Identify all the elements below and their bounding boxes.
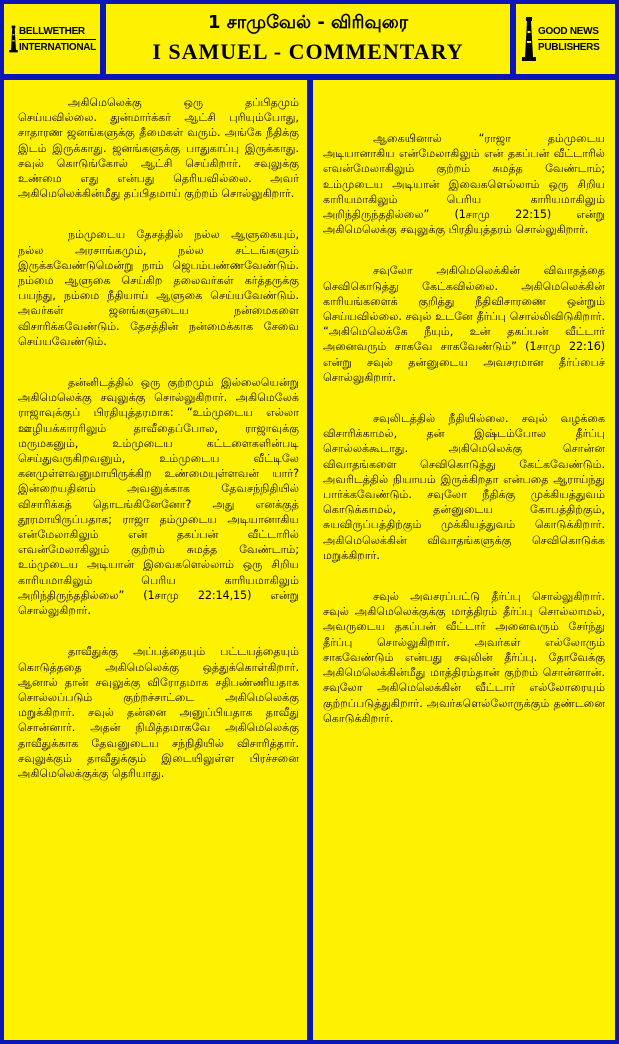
logo-line: GOOD NEWS [538,24,599,40]
paragraph: தாவீதுக்கு அப்பத்தையும் பட்டயத்தையும் கொடுத்ததை அகிமெலெக்கு ஒத்துக்கொள்கிறார். ஆனால் தான் சவுலுக்கு விரோதமாக சதிபண்ணியதாக சொல்லப்படும் குற்றச்சாட்டை அகிமெலெக்கு மறுக்கிறார். சவுல் தன்னை அனுப்பியதாக தாவீது சொன்னார். அதன் நிமித்தமாகவே அகிமெலெக்கு தாவீதுக்காக தேவனுடைய சந்நிதியில் விசாரித்தார். சவுலுக்கும் தாவீதுக்கும் இடையிலுள்ள பிரச்சனை அகிமெலெக்குக்கு தெரியாது. [18,645,299,780]
paragraph: ஆகையினால் “ராஜா தம்முடைய அடியானாகிய என்மேலாகிலும் என் தகப்பன் வீட்டாரில் எவன்மேலாகிலும் குற்றம் சுமத்த வேண்டாம்; உம்முடைய அடியான் இவைகளெல்லாம் ஒரு சிறிய காரியமாகிலும் பெரிய காரியமாகிலும் அறிந்திருந்ததில்லை” (1சாமு 22:15) என்று அகிமெலெக்கு சவுலுக்கு பிரதியுத்தரம் சொல்லுகிறார். [323,132,605,237]
paragraph: அகிமெலெக்கு ஒரு தப்பிதமும் செய்யவில்லை. துன்மார்க்கர் ஆட்சி புரியும்போது, சாதாரண ஜனங்களுக்கு தீமைகள் வரும். அங்கே நீதிக்கு இடம் இருக்காது. ஜனங்களுக்கு பாதுகாப்பு இருக்காது. சவுல் கொடுங்கோல் ஆட்சி செய்கிறார். சவுலுக்கு உண்மை எது என்பது தெரியவில்லை. அவர் அகிமெலெக்கின்மீது தப்பிதமாய் குற்றம் சொல்லுகிறார். [18,96,299,201]
lighthouse-icon [520,17,538,61]
lighthouse-icon [8,17,19,61]
logo-line: PUBLISHERS [538,41,600,53]
logo-line: BELLWETHER [19,24,96,40]
title-banner [106,4,510,74]
paragraph: சவுலோ அகிமெலெக்கின் விவாதத்தை செவிகொடுத்து கேட்கவில்லை. அகிமெலெக்கின் காரியங்களைக் குறித்து நீதிவிசாரணை ஒன்றும் செய்யவில்லை. சவுல் உடனே தீர்ப்பு சொல்லிவிடுகிறார். “அகிமெலெக்கே நீயும், உன் தகப்பன் வீட்டார் அனைவரும் சாகவே சாகவேண்டும்” (1சாமு 22:16) என்று சவுல் தன்னுடைய அவசரமான தீர்ப்பைச் சொல்லுகிறார். [323,264,605,384]
paragraph: நம்முடைய தேசத்தில் நல்ல ஆளுகையும், நல்ல அரசாங்கமும், நல்ல சட்டங்களும் இருக்கவேண்டுமென்று நாம் ஜெபம்பண்ணவேண்டும். நம்மை ஆளுகை செய்கிற தலைவர்கள் கர்த்தருக்கு பயந்து, நம்மை நீதியாய் ஆளுகை செய்யவேண்டும். அவர்கள் ஜனங்களுடைய நன்மைகளை விசாரிக்கவேண்டும். தேசத்தின் நன்மைக்காக சேவை செய்யவேண்டும். [18,228,299,348]
paragraph: தன்னிடத்தில் ஒரு குற்றமும் இல்லையென்று அகிமெலெக்கு சவுலுக்கு சொல்லுகிறார். அகிமெலேக் ராஜாவுக்குப் பிரதியுத்தரமாக: “உம்முடைய எல்லா ஊழியக்காரரிலும் தாவீதைப்போல, ராஜாவுக்கு மருமகனும், உம்முடைய கட்டளைகளின்படி செய்துவருகிறவனும், உம்முடைய வீட்டிலே கனமுள்ளவனுமாயிருக்கிற உண்மையுள்ளவன் யார்? இன்றையதினம் அவனுக்காக தேவசந்நிதியில் விசாரிக்கத் தொடங்கினேனோ? அது எனக்குத் தூரமாயிருப்பதாக; ராஜா தம்முடைய அடியானாகிய என்மேலாகிலும் என் தகப்பன் வீட்டாரில் எவன்மேலாகிலும் குற்றம் சுமத்த வேண்டாம்; உம்முடைய அடியான் இவைகளெல்லாம் ஒரு சிறிய காரியமாகிலும் பெரிய காரியமாகிலும் அறிந்திருந்ததில்லை” (1சாமு 22:14,15) என்று சொல்லுகிறார். [18,376,299,618]
paragraph: சவுல் அவசரப்பட்டு தீர்ப்பு சொல்லுகிறார். சவுல் அகிமெலெக்குக்கு மாத்திரம் தீர்ப்பு சொல்லாமல், அவருடைய தகப்பன் வீட்டார் அனைவரும் சேர்ந்து தீர்ப்பு சொல்லுகிறார். அவர்கள் எல்லோரும் சாகவேண்டும் என்பது சவுலின் தீர்ப்பு. தோவேக்கு அகிமெலெக்கின்மீது மாத்திரம்தான் குற்றம் சொன்னான். சவுலோ அகிமெலெக்கின் வீட்டார் எல்லோரையும் குற்றப்படுத்துகிறார். அவர்களெல்லோருக்கும் தண்டனை கொடுக்கிறார். [323,590,605,725]
logo-text [538,24,599,55]
logo-line: INTERNATIONAL [18,41,96,53]
publisher-logo-left [4,4,100,74]
publisher-logo-right [516,4,615,74]
left-column [4,80,307,1040]
page-title-english: I SAMUEL - COMMENTARY [152,39,464,64]
paragraph: சவுலிடத்தில் நீதியில்லை. சவுல் வழக்கை விசாரிக்காமல், தன் இஷ்டம்போல தீர்ப்பு சொல்லக்கூடாது. அகிமெலெக்கு சொன்ன விவாதங்களை செவிகொடுத்து கேட்கவேண்டும். அவரிடத்தில் நியாயம் இருக்கிறதா என்பதை ஆராய்ந்து பார்க்கவேண்டும். சவுலோ நீதிக்கு முக்கியத்துவம் கொடுக்காமல், தன்னுடைய கோபத்திற்கும், சுயவிருப்பத்திற்கும் முக்கியத்துவம் கொடுக்கிறார். அகிமெலெக்கின் விவாதங்களுக்கு செவிகொடுக்க மறுக்கிறார். [323,412,605,562]
logo-text [19,24,96,55]
right-column [313,80,615,1040]
page-title-tamil: 1 சாமுவேல் - விரிவுரை [207,12,409,33]
